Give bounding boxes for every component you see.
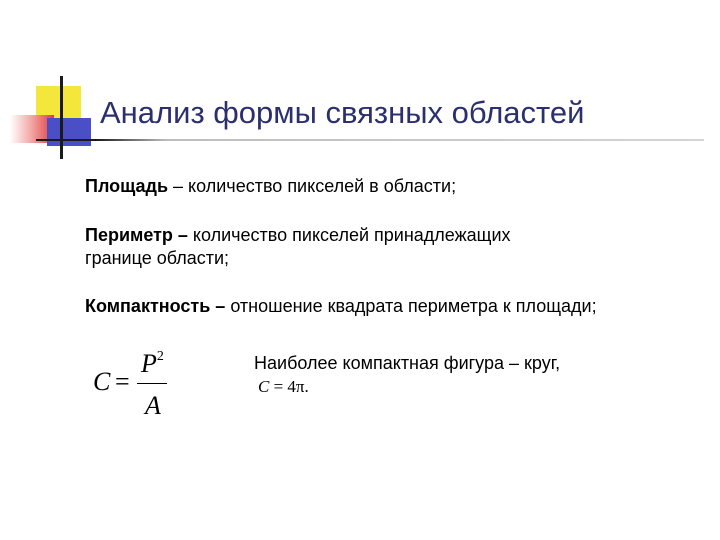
formula-numerator-base: P: [141, 349, 157, 378]
term-perimeter: Периметр –: [85, 225, 188, 245]
circle-formula: [258, 377, 309, 397]
compactness-formula: [93, 345, 183, 425]
term-compactness: Компактность –: [85, 296, 226, 316]
formula-equals: =: [115, 367, 130, 396]
definition-compactness: [85, 295, 597, 317]
definition-compactness-text: отношение квадрата периметра к площади;: [225, 296, 597, 316]
fraction-bar: [137, 383, 167, 384]
definition-perimeter-text: количество пикселей принадлежащих: [187, 225, 511, 245]
slide-title: Анализ формы связных областей: [100, 95, 585, 130]
definition-area: [85, 175, 456, 197]
formula-exponent: 2: [156, 349, 164, 364]
term-area: Площадь: [85, 176, 169, 196]
formula-lhs: C: [93, 367, 111, 396]
definition-perimeter: [85, 224, 511, 246]
circle-note: Наиболее компактная фигура – круг,: [254, 353, 561, 373]
ornament-vertical-line: [60, 76, 63, 159]
ornament-blue-square: [47, 118, 91, 146]
formula-numerator: [141, 349, 164, 379]
circle-formula-lhs: C: [258, 377, 270, 396]
definition-perimeter-continuation: границе области;: [85, 248, 230, 268]
circle-formula-rest: = 4π.: [269, 377, 309, 396]
definition-area-text: – количество пикселей в области;: [168, 176, 457, 196]
title-underline: [36, 139, 704, 141]
formula-denominator: A: [145, 391, 161, 420]
